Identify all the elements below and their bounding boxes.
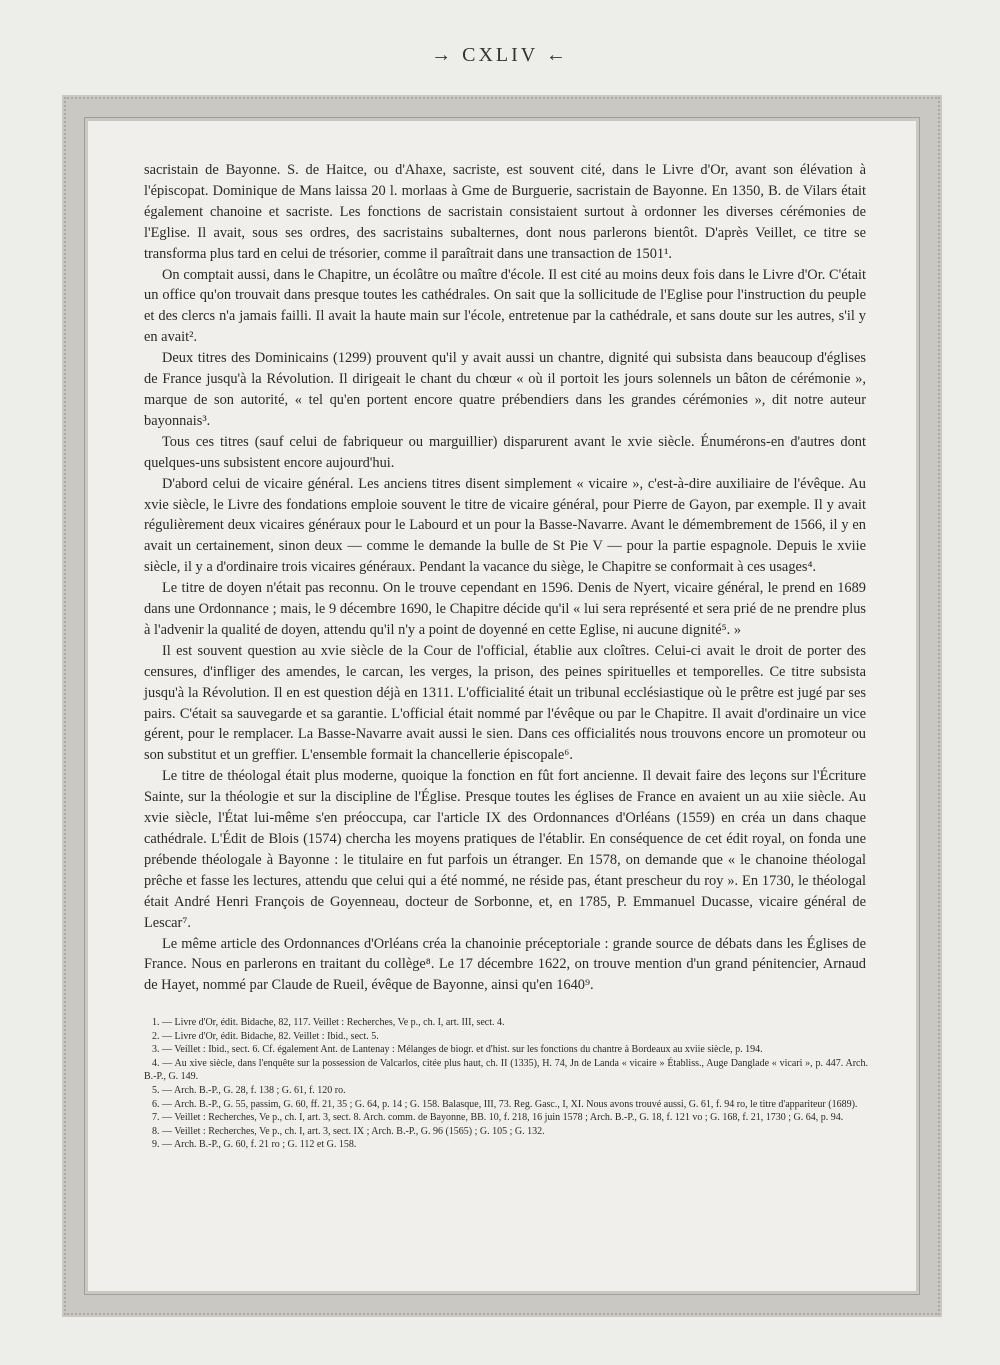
footnote: 8. — Veillet : Recherches, Ve p., ch. I, art. 3, sect. IX ; Arch. B.-P., G. 96 (1565) ; G. 105 ; G. 132. (152, 1125, 545, 1137)
footnote: 2. — Livre d'Or, édit. Bidache, 82. Veillet : Ibid., sect. 5. (152, 1030, 379, 1042)
main-text (144, 160, 866, 996)
footnote: 3. — Veillet : Ibid., sect. 6. Cf. également Ant. de Lantenay : Mélanges de biogr. et d'hist. sur les fonctions du chantre à Bordeaux au xviie siècle, p. 194. (152, 1044, 763, 1056)
paragraph: sacristain de Bayonne. S. de Haitce, ou d'Ahaxe, sacriste, est souvent cité, dans le Livre d'Or, avant son élévation à l'épiscopat. Dominique de Mans laissa 20 l. morlaas à Gme de Burguerie, sacristain de Bayonne. En 1350, B. de Vilars était également chanoine et sacriste. Les fonctions de sacristain consistaient surtout à ordonner les diverses cérémonies de l'Eglise. Il avait, sous ses ordres, des sacristains subalternes, dont nous parlerons bientôt. D'après Veillet, ce titre se transforma plus tard en celui de trésorier, comme il paraîtrait dans une transaction de 1501¹. (144, 162, 866, 262)
footnotes (144, 1016, 868, 1152)
footnote: 4. — Au xive siècle, dans l'enquête sur la possession de Valcarlos, citée plus haut, ch. II (1335), H. 74, Jn de Landa « vicaire » Établiss., Auge Danglade « vicari », p. 447. Arch. B.-P., G. 149. (144, 1057, 868, 1083)
paragraph: Il est souvent question au xvie siècle de la Cour de l'official, établie aux cloîtres. Celui-ci avait le droit de porter des censures, d'infliger des amendes, le carcan, les verges, la prison, des peines spirituelles et temporelles. Ce titre subsista jusqu'à la Révolution. Il en est question déjà en 1311. L'officialité était un tribunal ecclésiastique où le prêtre est jugé par ses pairs. C'était sa sauvegarde et sa garantie. L'official était nommé par l'évêque ou par le Chapitre. Il avait d'ordinaire un vice gérent, pour le remplacer. La Basse-Navarre avait aussi le sien. Dans ces officialités nous trouvons encore un promoteur ou son substitut et un greffier. L'ensemble formait la chancellerie épiscopale⁶. (144, 642, 866, 764)
paragraph: Tous ces titres (sauf celui de fabriqueur ou marguillier) disparurent avant le xvie siècle. Énumérons-en d'autres dont quelques-uns subsistent encore aujourd'hui. (144, 433, 866, 471)
page-number-header: → CXLIV ← (431, 44, 569, 66)
footnote: 1. — Livre d'Or, édit. Bidache, 82, 117. Veillet : Recherches, Ve p., ch. I, art. III, sect. 4. (152, 1017, 505, 1028)
paragraph: Le même article des Ordonnances d'Orléans créa la chanoinie préceptoriale : grande source de débats dans les Églises de France. Nous en parlerons en traitant du collège⁸. Le 17 décembre 1622, on trouve mention d'un grand pénitencier, Arnaud de Hayet, nommé par Claude de Rueil, évêque de Bayonne, ainsi qu'en 1640⁹. (144, 935, 866, 994)
footnote: 9. — Arch. B.-P., G. 60, f. 21 ro ; G. 112 et G. 158. (152, 1139, 357, 1151)
footnote: 5. — Arch. B.-P., G. 28, f. 138 ; G. 61, f. 120 ro. (152, 1084, 346, 1096)
paragraph: D'abord celui de vicaire général. Les anciens titres disent simplement « vicaire », c'est-à-dire auxiliaire de l'évêque. Au xvie siècle, le Livre des fondations emploie souvent le titre de vicaire général, pour Pierre de Gayon, par exemple. Il y avait régulièrement deux vicaires généraux pour le Labourd et un pour la Basse-Navarre. Avant le démembrement de 1566, il y en avait un certainement, sinon deux — comme le demande la bulle de St Pie V — pour la partie espagnole. Depuis le xviie siècle, il y a d'ordinaire trois vicaires généraux. Pendant la vacance du siège, le Chapitre se conformait à ces usages⁴. (144, 475, 866, 576)
footnote: 7. — Veillet : Recherches, Ve p., ch. I, art. 3, sect. 8. Arch. comm. de Bayonne, BB. 10, f. 218, 16 juin 1578 ; Arch. B.-P., G. 18, f. 121 vo ; G. 168, f. 21, 1730 ; G. 64, p. 94. (152, 1112, 844, 1124)
paragraph: On comptait aussi, dans le Chapitre, un écolâtre ou maître d'école. Il est cité au moins deux fois dans le Livre d'Or. C'était un office qu'on trouvait dans presque toutes les cathédrales. On sait que la sollicitude de l'Eglise pour l'instruction du peuple et des clercs n'a jamais failli. Il avait la haute main sur l'école, entretenue par la cathédrale, et sans doute sur les autres, s'il y en avait². (144, 266, 866, 346)
paragraph: Le titre de doyen n'était pas reconnu. On le trouve cependant en 1596. Denis de Nyert, vicaire général, le prend en 1689 dans une Ordonnance ; mais, le 9 décembre 1690, le Chapitre décide qu'il « lui sera représenté et sera prié de ne prendre plus à l'advenir la qualité de doyen, attendu qu'il n'y a point de doyenné en cette Eglise, ni aucune dignité⁵. » (144, 580, 866, 638)
footnote: 6. — Arch. B.-P., G. 55, passim, G. 60, ff. 21, 35 ; G. 64, p. 14 ; G. 158. Balasque, III, 73. Reg. Gasc., I, XI. Nous avons trouvé aussi, G. 61, f. 94 ro, le titre d'appariteur (1689). (152, 1098, 858, 1110)
paragraph: Deux titres des Dominicains (1299) prouvent qu'il y avait aussi un chantre, dignité qui subsista dans beaucoup d'églises de France jusqu'à la Révolution. Il dirigeait le chant du chœur « où il portoit les jours solennels un bâton de cérémonie », marque de son autorité, « tel qu'en portent encore quatre prébendiers dans les grandes cérémonies », dit notre auteur bayonnais³. (144, 350, 866, 429)
paragraph: Le titre de théologal était plus moderne, quoique la fonction en fût fort ancienne. Il devait faire des leçons sur l'Écriture Sainte, sur la théologie et sur la discipline de l'Église. Presque toutes les églises de France en avaient un au xiie siècle. Au xvie siècle, l'État lui-même s'en préoccupa, car l'article IX des Ordonnances d'Orléans (1559) en créa un dans chaque cathédrale. L'Édit de Blois (1574) chercha les moyens pratiques de l'établir. En conséquence de cet édit royal, on fonda une prébende théologale à Bayonne : le titulaire en fut parfois un étranger. En 1578, on demande que « le chanoine théologal prêche et fasse les lectures, attendu que celui qui a été nommé, ne réside pas, étant prescheur du roy ». En 1730, le théologal était André Henri François de Goyenneau, docteur de Sorbonne, et, en 1785, P. Emmanuel Ducasse, vicaire général de Lescar⁷. (144, 768, 866, 931)
